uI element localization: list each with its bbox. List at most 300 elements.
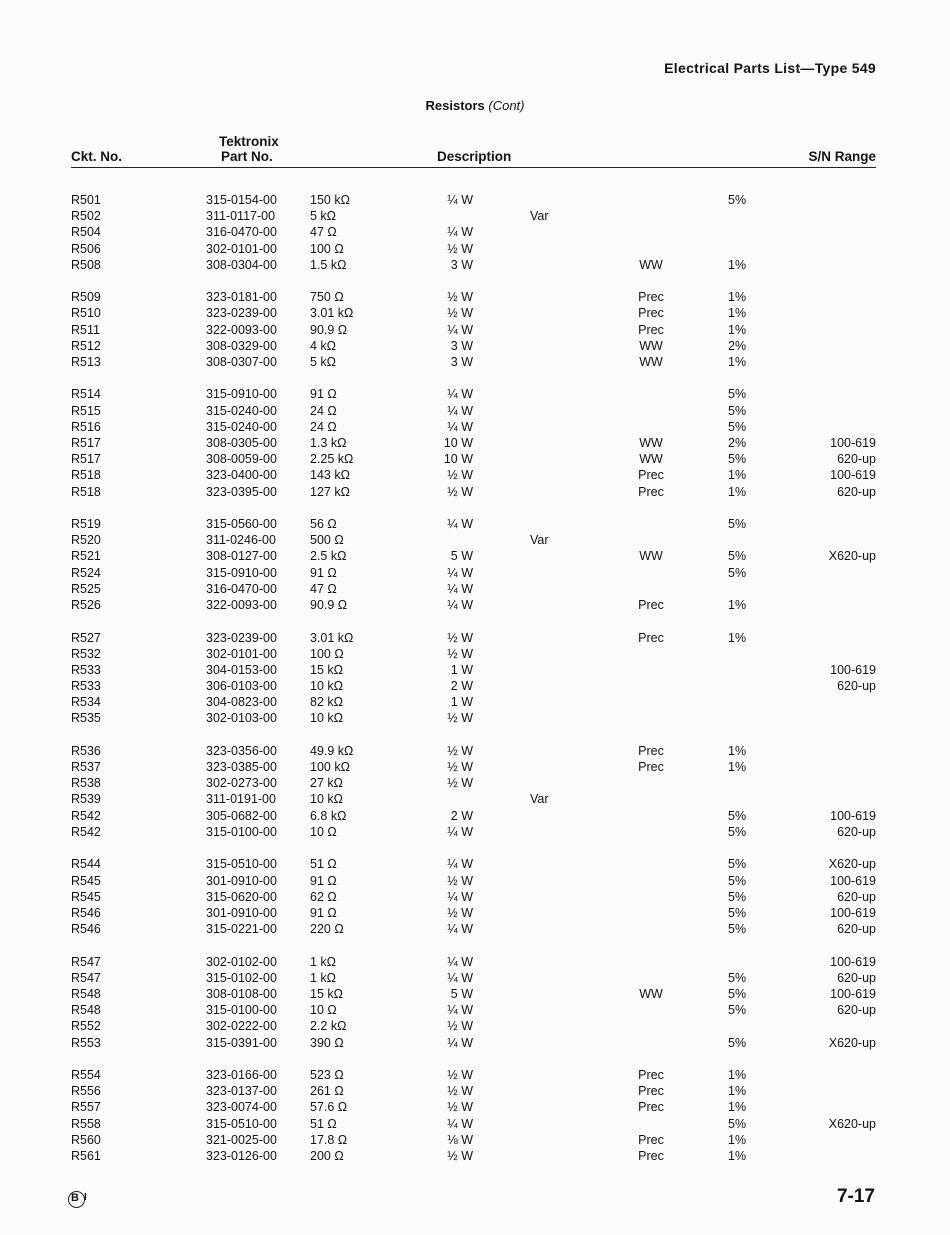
column-header-description: Description bbox=[437, 149, 512, 164]
circuit-number: R544 bbox=[71, 857, 101, 872]
circuit-number: R512 bbox=[71, 338, 101, 353]
table-row bbox=[0, 970, 950, 986]
part-number: 311-0246-00 bbox=[206, 533, 276, 548]
serial-range: 620-up bbox=[837, 452, 876, 467]
table-row bbox=[0, 694, 950, 710]
resistance-value: 62 Ω bbox=[310, 889, 337, 904]
part-number: 315-0100-00 bbox=[206, 1003, 277, 1018]
circuit-number: R561 bbox=[71, 1148, 101, 1163]
table-row bbox=[0, 856, 950, 872]
part-number: 302-0103-00 bbox=[206, 711, 277, 726]
part-number: 323-0395-00 bbox=[206, 484, 277, 499]
table-row bbox=[0, 646, 950, 662]
serial-range: 620-up bbox=[837, 484, 876, 499]
tolerance: 1% bbox=[728, 1084, 747, 1099]
circuit-number: R520 bbox=[71, 533, 101, 548]
table-row bbox=[0, 775, 950, 791]
resistance-value: 500 Ω bbox=[310, 533, 344, 548]
table-row bbox=[0, 889, 950, 905]
part-number: 323-0137-00 bbox=[206, 1084, 277, 1099]
circuit-number: R502 bbox=[71, 209, 101, 224]
circuit-number: R524 bbox=[71, 565, 101, 580]
tolerance: 5% bbox=[728, 1035, 747, 1050]
wattage: ½ W bbox=[447, 468, 473, 483]
circuit-number: R553 bbox=[71, 1035, 101, 1050]
part-number: 315-0391-00 bbox=[206, 1035, 277, 1050]
resistance-value: 100 Ω bbox=[310, 646, 344, 661]
serial-range: 620-up bbox=[837, 1003, 876, 1018]
table-row bbox=[0, 710, 950, 726]
resistance-value: 143 kΩ bbox=[310, 468, 350, 483]
wattage: ¼ W bbox=[447, 598, 473, 613]
tolerance: 5% bbox=[728, 857, 747, 872]
table-row bbox=[0, 743, 950, 759]
resistance-value: 91 Ω bbox=[310, 873, 337, 888]
wattage: ¼ W bbox=[447, 970, 473, 985]
resistance-value: 15 kΩ bbox=[310, 986, 343, 1001]
circuit-number: R538 bbox=[71, 776, 101, 791]
part-number: 323-0074-00 bbox=[206, 1100, 277, 1115]
wattage: ½ W bbox=[447, 905, 473, 920]
circuit-number: R509 bbox=[71, 290, 101, 305]
circuit-number: R506 bbox=[71, 241, 101, 256]
resistance-value: 4 kΩ bbox=[310, 338, 337, 353]
part-number: 315-0154-00 bbox=[206, 193, 277, 207]
resistance-value: 1 kΩ bbox=[310, 954, 337, 969]
part-number: 315-0910-00 bbox=[206, 565, 277, 580]
table-row bbox=[0, 532, 950, 548]
serial-range: 100-619 bbox=[830, 436, 876, 451]
table-row bbox=[0, 1035, 950, 1051]
table-row bbox=[0, 581, 950, 597]
tolerance: 5% bbox=[728, 1003, 747, 1018]
part-number: 316-0470-00 bbox=[206, 581, 277, 596]
part-number: 308-0127-00 bbox=[206, 549, 277, 564]
part-number: 323-0385-00 bbox=[206, 760, 277, 775]
part-number: 321-0025-00 bbox=[206, 1132, 277, 1147]
wattage: ½ W bbox=[447, 743, 473, 758]
part-number: 308-0329-00 bbox=[206, 338, 277, 353]
resistance-value: 90.9 Ω bbox=[310, 598, 348, 613]
part-number: 302-0101-00 bbox=[206, 241, 277, 256]
section-title-cont: (Cont) bbox=[488, 98, 525, 113]
tolerance: 1% bbox=[728, 1068, 747, 1082]
circuit-number: R560 bbox=[71, 1132, 101, 1147]
part-number: 311-0191-00 bbox=[206, 792, 276, 807]
table-row bbox=[0, 208, 950, 224]
resistor-type: Prec bbox=[638, 1068, 664, 1082]
tolerance: 5% bbox=[728, 549, 747, 564]
resistance-value: 10 kΩ bbox=[310, 711, 343, 726]
tolerance: 5% bbox=[728, 808, 747, 823]
resistance-value: 2.25 kΩ bbox=[310, 452, 354, 467]
wattage: ⅛ W bbox=[447, 1132, 473, 1147]
circuit-number: R532 bbox=[71, 646, 101, 661]
wattage: 1 W bbox=[450, 662, 473, 677]
tolerance: 5% bbox=[728, 193, 747, 207]
table-row bbox=[0, 662, 950, 678]
part-number: 323-0400-00 bbox=[206, 468, 277, 483]
tolerance: 5% bbox=[728, 986, 747, 1001]
column-header-part-no: Part No. bbox=[221, 149, 273, 164]
tolerance: 2% bbox=[728, 436, 747, 451]
wattage: ¼ W bbox=[447, 1035, 473, 1050]
part-number: 308-0307-00 bbox=[206, 354, 277, 369]
resistance-value: 1 kΩ bbox=[310, 970, 337, 985]
circuit-number: R552 bbox=[71, 1019, 101, 1034]
part-number: 305-0682-00 bbox=[206, 808, 277, 823]
circuit-number: R545 bbox=[71, 889, 101, 904]
resistance-value: 2.5 kΩ bbox=[310, 549, 347, 564]
circuit-number: R517 bbox=[71, 452, 101, 467]
circuit-number: R504 bbox=[71, 225, 101, 240]
tolerance: 5% bbox=[728, 922, 747, 937]
wattage: ¼ W bbox=[447, 954, 473, 969]
resistance-value: 47 Ω bbox=[310, 225, 337, 240]
section-title bbox=[0, 98, 950, 113]
logo-suffix: I bbox=[84, 1192, 87, 1203]
tolerance: 1% bbox=[728, 322, 747, 337]
wattage: ¼ W bbox=[447, 581, 473, 596]
tolerance: 1% bbox=[728, 630, 747, 645]
resistance-value: 10 kΩ bbox=[310, 792, 343, 807]
resistance-value: 3.01 kΩ bbox=[310, 630, 354, 645]
resistance-value: 51 Ω bbox=[310, 1116, 337, 1131]
section-title-main: Resistors bbox=[425, 98, 485, 113]
serial-range: X620-up bbox=[828, 857, 876, 872]
wattage: ½ W bbox=[447, 711, 473, 726]
part-number: 323-0239-00 bbox=[206, 630, 277, 645]
circuit-number: R548 bbox=[71, 1003, 101, 1018]
circuit-number: R517 bbox=[71, 436, 101, 451]
circuit-number: R516 bbox=[71, 419, 101, 434]
wattage: ½ W bbox=[447, 484, 473, 499]
wattage: ¼ W bbox=[447, 419, 473, 434]
wattage: ½ W bbox=[447, 1100, 473, 1115]
part-number: 323-0181-00 bbox=[206, 290, 277, 305]
wattage: ¼ W bbox=[447, 225, 473, 240]
wattage: ¼ W bbox=[447, 889, 473, 904]
group-spacer bbox=[0, 727, 950, 743]
table-row bbox=[0, 354, 950, 370]
resistor-type: WW bbox=[639, 338, 663, 353]
serial-range: 620-up bbox=[837, 889, 876, 904]
wattage: 2 W bbox=[450, 808, 473, 823]
wattage: ½ W bbox=[447, 1068, 473, 1082]
resistor-type: Prec bbox=[638, 322, 664, 337]
table-row bbox=[0, 808, 950, 824]
table-row bbox=[0, 824, 950, 840]
wattage: ½ W bbox=[447, 776, 473, 791]
wattage: ¼ W bbox=[447, 1003, 473, 1018]
tolerance: 5% bbox=[728, 565, 747, 580]
wattage: ½ W bbox=[447, 1148, 473, 1163]
table-row bbox=[0, 921, 950, 937]
table-row bbox=[0, 759, 950, 775]
serial-range: 100-619 bbox=[830, 873, 876, 888]
tolerance: 2% bbox=[728, 338, 747, 353]
part-number: 304-0153-00 bbox=[206, 662, 277, 677]
table-row bbox=[0, 435, 950, 451]
resistance-value: 82 kΩ bbox=[310, 695, 343, 710]
circuit-number: R511 bbox=[71, 322, 100, 337]
table-row bbox=[0, 257, 950, 273]
wattage: ½ W bbox=[447, 241, 473, 256]
page-number: 7-17 bbox=[836, 1186, 875, 1207]
serial-range: X620-up bbox=[828, 1116, 876, 1131]
part-number: 301-0910-00 bbox=[206, 873, 277, 888]
circuit-number: R556 bbox=[71, 1084, 101, 1099]
resistance-value: 90.9 Ω bbox=[310, 322, 348, 337]
resistance-value: 2.2 kΩ bbox=[310, 1019, 347, 1034]
table-row bbox=[0, 1148, 950, 1164]
resistor-type: Prec bbox=[638, 1148, 664, 1163]
wattage: ¼ W bbox=[447, 322, 473, 337]
resistance-value: 6.8 kΩ bbox=[310, 808, 347, 823]
circuit-number: R521 bbox=[71, 549, 101, 564]
tolerance: 1% bbox=[728, 354, 747, 369]
tolerance: 5% bbox=[728, 403, 747, 418]
part-number: 306-0103-00 bbox=[206, 679, 277, 694]
resistance-value: 127 kΩ bbox=[310, 484, 350, 499]
column-header-sn-range: S/N Range bbox=[808, 149, 876, 164]
page-header-title: Electrical Parts List—Type 549 bbox=[664, 60, 876, 76]
wattage: ¼ W bbox=[447, 1116, 473, 1131]
tolerance: 1% bbox=[728, 484, 747, 499]
circuit-number: R513 bbox=[71, 354, 101, 369]
part-number: 315-0100-00 bbox=[206, 824, 277, 839]
resistor-type: WW bbox=[639, 354, 663, 369]
resistor-type: WW bbox=[639, 549, 663, 564]
group-spacer bbox=[0, 613, 950, 629]
serial-range: X620-up bbox=[828, 1035, 876, 1050]
group-spacer bbox=[0, 370, 950, 386]
wattage: ¼ W bbox=[447, 403, 473, 418]
table-row bbox=[0, 548, 950, 564]
resistance-value: 10 Ω bbox=[310, 1003, 337, 1018]
resistance-value: 91 Ω bbox=[310, 387, 337, 402]
circuit-number: R510 bbox=[71, 306, 101, 321]
table-row bbox=[0, 419, 950, 435]
tolerance: 5% bbox=[728, 824, 747, 839]
part-number: 322-0093-00 bbox=[206, 598, 277, 613]
table-row bbox=[0, 467, 950, 483]
resistor-type: Prec bbox=[638, 1084, 664, 1099]
circuit-number: R554 bbox=[71, 1068, 101, 1082]
table-row bbox=[0, 386, 950, 402]
part-number: 302-0222-00 bbox=[206, 1019, 277, 1034]
parts-table bbox=[0, 192, 950, 1164]
resistor-type: WW bbox=[639, 257, 663, 272]
serial-range: 100-619 bbox=[830, 905, 876, 920]
resistance-value: 150 kΩ bbox=[310, 193, 350, 207]
wattage: ¼ W bbox=[447, 193, 473, 207]
wattage: ¼ W bbox=[447, 565, 473, 580]
resistor-type: WW bbox=[639, 452, 663, 467]
part-number: 315-0102-00 bbox=[206, 970, 277, 985]
tolerance: 1% bbox=[728, 760, 747, 775]
part-number: 308-0304-00 bbox=[206, 257, 277, 272]
part-number: 315-0510-00 bbox=[206, 1116, 277, 1131]
resistance-value: 100 kΩ bbox=[310, 760, 350, 775]
wattage: ½ W bbox=[447, 290, 473, 305]
resistance-value: 24 Ω bbox=[310, 403, 337, 418]
tolerance: 1% bbox=[728, 743, 747, 758]
part-number: 308-0305-00 bbox=[206, 436, 277, 451]
circuit-number: R534 bbox=[71, 695, 101, 710]
circuit-number: R515 bbox=[71, 403, 101, 418]
part-number: 315-0560-00 bbox=[206, 517, 277, 532]
wattage: 3 W bbox=[450, 338, 473, 353]
part-number: 304-0823-00 bbox=[206, 695, 277, 710]
serial-range: 620-up bbox=[837, 970, 876, 985]
wattage: ½ W bbox=[447, 646, 473, 661]
resistance-value: 15 kΩ bbox=[310, 662, 343, 677]
resistance-value: 51 Ω bbox=[310, 857, 337, 872]
wattage: 3 W bbox=[450, 257, 473, 272]
resistance-value: 390 Ω bbox=[310, 1035, 344, 1050]
table-row bbox=[0, 1116, 950, 1132]
part-number: 315-0240-00 bbox=[206, 419, 277, 434]
wattage: 1 W bbox=[450, 695, 473, 710]
resistance-value: 56 Ω bbox=[310, 517, 337, 532]
part-number: 323-0166-00 bbox=[206, 1068, 277, 1082]
circuit-number: R535 bbox=[71, 711, 101, 726]
resistor-type: Prec bbox=[638, 306, 664, 321]
wattage: ¼ W bbox=[447, 517, 473, 532]
wattage: 3 W bbox=[450, 354, 473, 369]
wattage: ½ W bbox=[447, 630, 473, 645]
part-number: 308-0059-00 bbox=[206, 452, 277, 467]
resistance-value: 200 Ω bbox=[310, 1148, 344, 1163]
serial-range: 100-619 bbox=[830, 954, 876, 969]
wattage: 5 W bbox=[450, 549, 473, 564]
circuit-number: R539 bbox=[71, 792, 101, 807]
tolerance: 1% bbox=[728, 1132, 747, 1147]
table-row bbox=[0, 224, 950, 240]
wattage: 10 W bbox=[443, 452, 473, 467]
part-number: 301-0910-00 bbox=[206, 905, 277, 920]
table-row bbox=[0, 241, 950, 257]
resistor-type: WW bbox=[639, 986, 663, 1001]
resistance-value: 5 kΩ bbox=[310, 354, 337, 369]
table-row bbox=[0, 678, 950, 694]
wattage: ½ W bbox=[447, 1019, 473, 1034]
table-row bbox=[0, 1002, 950, 1018]
table-row bbox=[0, 338, 950, 354]
part-number: 302-0273-00 bbox=[206, 776, 277, 791]
resistor-type: Prec bbox=[638, 484, 664, 499]
circuit-number: R533 bbox=[71, 662, 101, 677]
resistance-value: 220 Ω bbox=[310, 922, 344, 937]
resistance-value: 1.3 kΩ bbox=[310, 436, 347, 451]
table-row bbox=[0, 192, 950, 208]
resistor-type: Prec bbox=[638, 290, 664, 305]
wattage: 5 W bbox=[450, 986, 473, 1001]
resistor-type: Prec bbox=[638, 760, 664, 775]
group-spacer bbox=[0, 273, 950, 289]
tolerance: 5% bbox=[728, 905, 747, 920]
resistor-type: Prec bbox=[638, 598, 664, 613]
tolerance: 5% bbox=[728, 1116, 747, 1131]
tektronix-logo-icon bbox=[68, 1190, 90, 1208]
circuit-number: R542 bbox=[71, 808, 101, 823]
part-number: 315-0240-00 bbox=[206, 403, 277, 418]
circuit-number: R558 bbox=[71, 1116, 101, 1131]
resistor-type: Prec bbox=[638, 468, 664, 483]
wattage: ¼ W bbox=[447, 387, 473, 402]
table-row bbox=[0, 322, 950, 338]
tolerance: 1% bbox=[728, 598, 747, 613]
serial-range: 100-619 bbox=[830, 662, 876, 677]
tolerance: 5% bbox=[728, 419, 747, 434]
circuit-number: R526 bbox=[71, 598, 101, 613]
serial-range: 100-619 bbox=[830, 468, 876, 483]
wattage: ½ W bbox=[447, 306, 473, 321]
table-row bbox=[0, 516, 950, 532]
circuit-number: R508 bbox=[71, 257, 101, 272]
circuit-number: R519 bbox=[71, 517, 101, 532]
resistance-value: 91 Ω bbox=[310, 565, 337, 580]
table-row bbox=[0, 1067, 950, 1083]
resistor-type: Prec bbox=[638, 1100, 664, 1115]
circuit-number: R518 bbox=[71, 484, 101, 499]
circuit-number: R546 bbox=[71, 905, 101, 920]
part-number: 315-0910-00 bbox=[206, 387, 277, 402]
resistance-value: 57.6 Ω bbox=[310, 1100, 348, 1115]
table-row bbox=[0, 305, 950, 321]
table-row bbox=[0, 451, 950, 467]
part-number: 323-0126-00 bbox=[206, 1148, 277, 1163]
part-number: 323-0356-00 bbox=[206, 743, 277, 758]
part-number: 302-0102-00 bbox=[206, 954, 277, 969]
table-row bbox=[0, 1099, 950, 1115]
wattage: ½ W bbox=[447, 873, 473, 888]
part-number: 316-0470-00 bbox=[206, 225, 277, 240]
column-header-ckt-no: Ckt. No. bbox=[71, 149, 123, 164]
wattage: ¼ W bbox=[447, 824, 473, 839]
resistance-value: 5 kΩ bbox=[310, 209, 337, 224]
part-number: 308-0108-00 bbox=[206, 986, 277, 1001]
circuit-number: R547 bbox=[71, 970, 101, 985]
resistance-value: 24 Ω bbox=[310, 419, 337, 434]
circuit-number: R527 bbox=[71, 630, 101, 645]
tolerance: 5% bbox=[728, 970, 747, 985]
column-header-tektronix: Tektronix bbox=[219, 134, 279, 149]
resistance-value: 261 Ω bbox=[310, 1084, 344, 1099]
tolerance: 5% bbox=[728, 452, 747, 467]
circuit-number: R547 bbox=[71, 954, 101, 969]
resistor-type: WW bbox=[639, 436, 663, 451]
variable-label: Var bbox=[530, 533, 549, 548]
table-row bbox=[0, 1083, 950, 1099]
wattage: ¼ W bbox=[447, 922, 473, 937]
table-row bbox=[0, 954, 950, 970]
circuit-number: R548 bbox=[71, 986, 101, 1001]
resistance-value: 750 Ω bbox=[310, 290, 344, 305]
logo-letter: B bbox=[71, 1192, 79, 1204]
serial-range: 100-619 bbox=[830, 808, 876, 823]
circuit-number: R537 bbox=[71, 760, 101, 775]
tolerance: 5% bbox=[728, 387, 747, 402]
circuit-number: R518 bbox=[71, 468, 101, 483]
table-row bbox=[0, 791, 950, 807]
part-number: 311-0117-00 bbox=[206, 209, 276, 224]
resistance-value: 3.01 kΩ bbox=[310, 306, 354, 321]
table-row bbox=[0, 403, 950, 419]
resistance-value: 47 Ω bbox=[310, 581, 337, 596]
circuit-number: R501 bbox=[71, 193, 101, 207]
